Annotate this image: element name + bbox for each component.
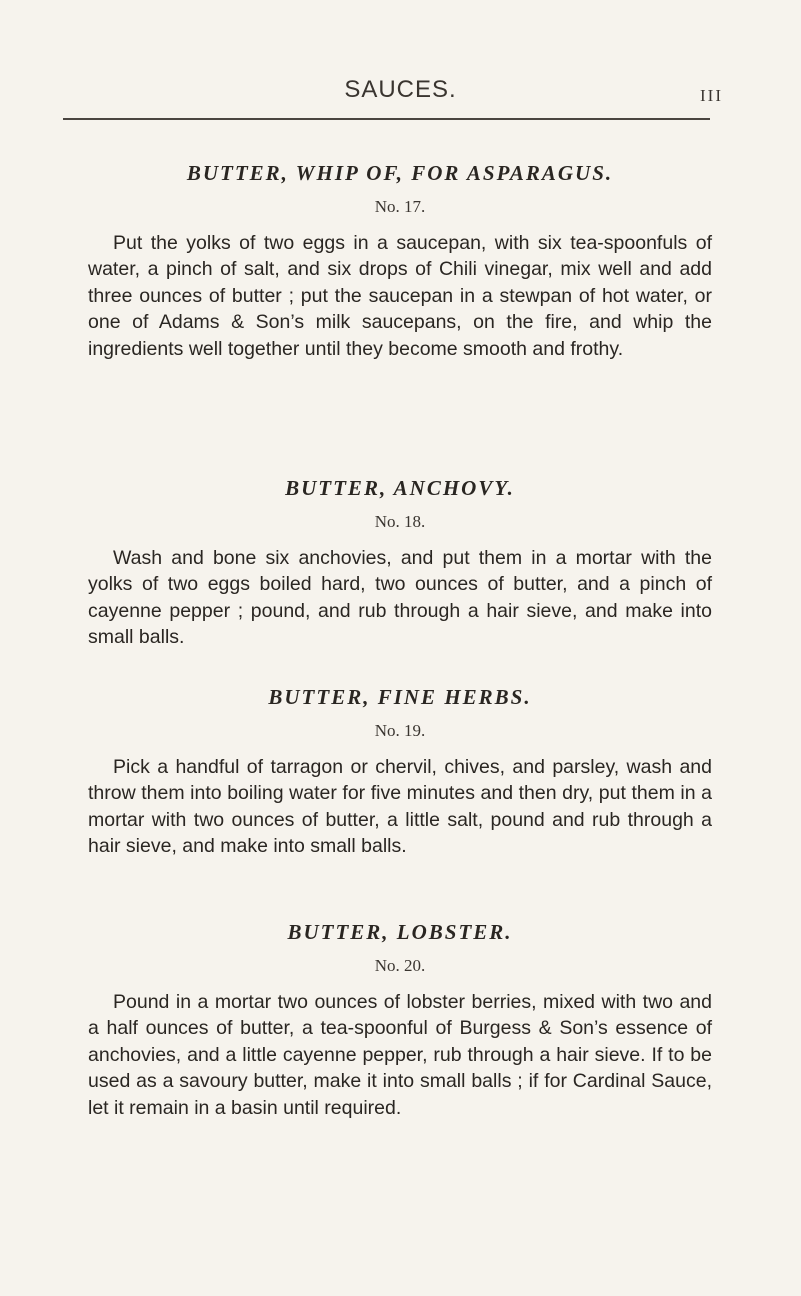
recipe-19 bbox=[88, 682, 712, 860]
recipe-18 bbox=[88, 473, 712, 651]
recipe-number: No. 19. bbox=[374, 721, 426, 740]
page-number: III bbox=[700, 86, 723, 105]
recipe-title: BUTTER, LOBSTER. bbox=[287, 920, 513, 944]
recipe-title: BUTTER, ANCHOVY. bbox=[285, 476, 515, 500]
recipe-text: Wash and bone six anchovies, and put them in a mortar with the yolks of two eggs boiled hard, two ounces of butter, and a pinch of cayenne pepper ; pound, and rub through a hair sieve, and make into small balls. bbox=[88, 547, 712, 649]
recipe-number: No. 17. bbox=[374, 197, 426, 216]
recipe-title: BUTTER, WHIP OF, FOR ASPARAGUS. bbox=[186, 161, 614, 185]
recipe-number: No. 18. bbox=[374, 512, 426, 531]
recipe-text: Pick a handful of tarragon or chervil, chives, and parsley, wash and throw them into boiling water for five minutes and then dry, put them in a mortar with two ounces of butter, a little salt, pound and rub through a hair sieve, and make into small balls. bbox=[88, 756, 712, 858]
recipe-number: No. 20. bbox=[374, 956, 426, 975]
recipe-text: Pound in a mortar two ounces of lobster berries, mixed with two and a half ounces of butter, a tea-spoonful of Burgess & Son’s essence of anchovies, and a little cayenne pepper, rub through a hair sieve. If to be used as a savoury butter, make it into small balls ; if for Cardinal Sauce, let it remain in a basin until required. bbox=[88, 991, 712, 1119]
recipe-title: BUTTER, FINE HERBS. bbox=[268, 685, 532, 709]
running-head: SAUCES. bbox=[344, 76, 457, 103]
recipe-text: Put the yolks of two eggs in a saucepan, with six tea-spoonfuls of water, a pinch of salt, and six drops of Chili vinegar, mix well and add three ounces of butter ; put the saucepan in a stewpan of hot water, or one of Adams & Son’s milk saucepans, on the fire, and whip the ingredients well together until they become smooth and frothy. bbox=[88, 232, 712, 360]
recipe-20 bbox=[88, 917, 712, 1121]
recipe-17 bbox=[88, 158, 712, 362]
header-rule bbox=[63, 118, 710, 120]
